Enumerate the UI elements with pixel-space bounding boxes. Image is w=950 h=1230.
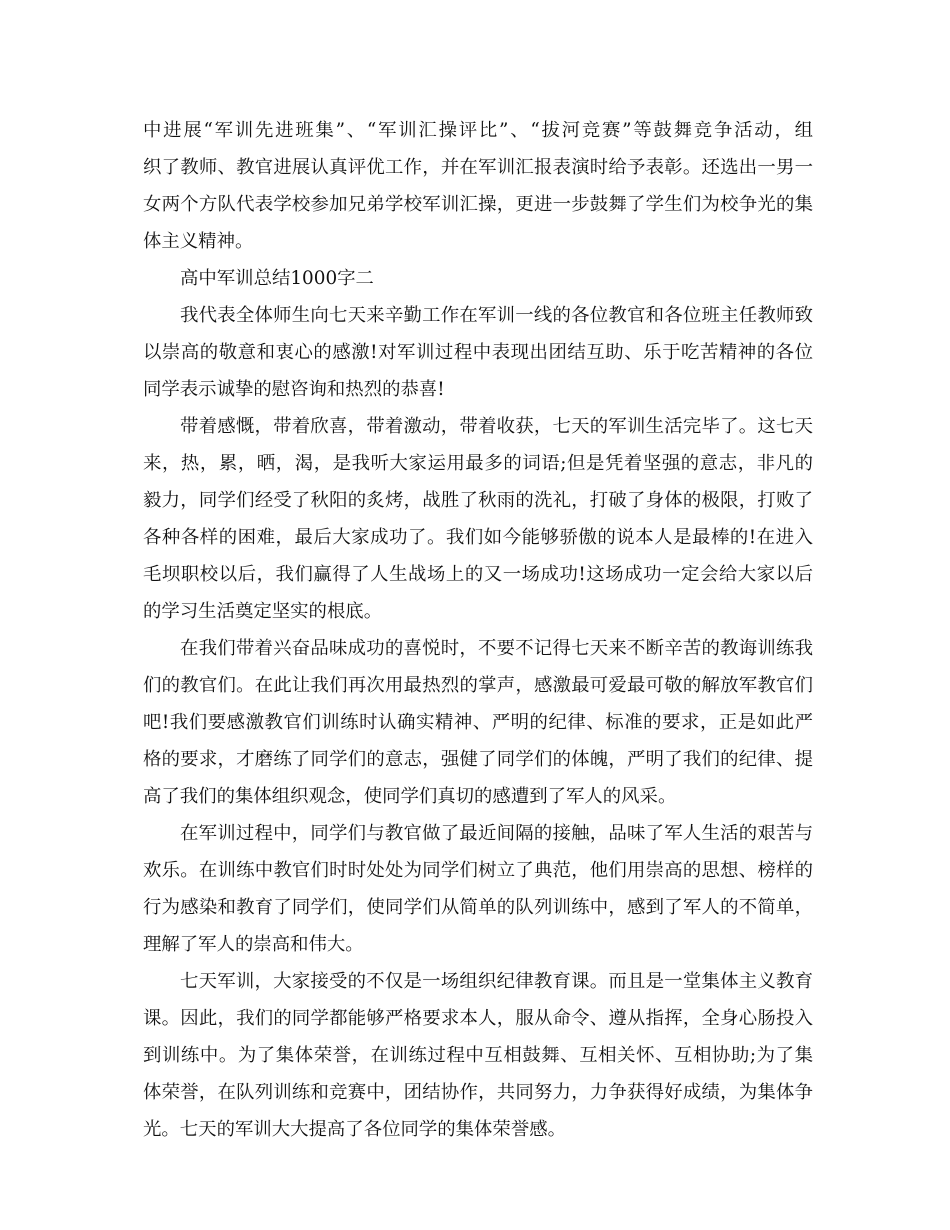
text-line: 光。七天的军训大大提高了各位同学的集体荣誉感。 bbox=[143, 1119, 566, 1140]
text-line: 在我们带着兴奋品味成功的喜悦时，不要不记得七天来不断辛苦的教诲训练我 bbox=[180, 638, 813, 659]
text-line: 们的教官们。在此让我们再次用最热烈的掌声，感激最可爱最可敬的解放军教官们 bbox=[143, 675, 813, 696]
text-line: 织了教师、教官进展认真评优工作，并在军训汇报表演时给予表彰。还选出一男一 bbox=[143, 157, 813, 178]
document-body bbox=[143, 112, 813, 1148]
text-line: 以崇高的敬意和衷心的感激!对军训过程中表现出团结互助、乐于吃苦精神的各位 bbox=[143, 342, 813, 363]
text-line: 理解了军人的崇高和伟大。 bbox=[143, 934, 364, 955]
text-line: 我代表全体师生向七天来辛勤工作在军训一线的各位教官和各位班主任教师致 bbox=[180, 305, 813, 326]
text-line: 的学习生活奠定坚实的根底。 bbox=[143, 601, 383, 622]
paragraph bbox=[143, 630, 813, 815]
text-line: 同学表示诚挚的慰咨询和热烈的恭喜! bbox=[143, 379, 445, 400]
heading-text: 高中军训总结1000字二 bbox=[180, 268, 374, 289]
text-line: 课。因此，我们的同学都能够严格要求本人，服从命令、遵从指挥，全身心肠投入 bbox=[143, 1008, 813, 1029]
text-line: 女两个方队代表学校参加兄弟学校军训汇操，更进一步鼓舞了学生们为校争光的集 bbox=[143, 194, 813, 215]
text-line: 吧!我们要感激教官们训练时认确实精神、严明的纪律、标准的要求，正是如此严 bbox=[143, 712, 813, 733]
paragraph bbox=[143, 408, 813, 630]
paragraph bbox=[143, 963, 813, 1148]
text-line: 毛坝职校以后，我们赢得了人生战场上的又一场成功!这场成功一定会给大家以后 bbox=[143, 564, 813, 585]
paragraph bbox=[143, 815, 813, 963]
text-line: 格的要求，才磨练了同学们的意志，强健了同学们的体魄，严明了我们的纪律、提 bbox=[143, 749, 813, 770]
text-line: 七天军训，大家接受的不仅是一场组织纪律教育课。而且是一堂集体主义教育 bbox=[180, 971, 813, 992]
text-line: 高了我们的集体组织观念，使同学们真切的感遭到了军人的风采。 bbox=[143, 786, 677, 807]
section-heading bbox=[143, 260, 813, 297]
text-line: 体荣誉，在队列训练和竞赛中，团结协作，共同努力，力争获得好成绩，为集体争 bbox=[143, 1082, 813, 1103]
text-line: 到训练中。为了集体荣誉，在训练过程中互相鼓舞、互相关怀、互相协助;为了集 bbox=[143, 1045, 813, 1066]
text-line: 行为感染和教育了同学们，使同学们从简单的队列训练中，感到了军人的不简单， bbox=[143, 897, 813, 918]
text-line: 带着感慨，带着欣喜，带着激动，带着收获，七天的军训生活完毕了。这七天 bbox=[180, 416, 813, 437]
paragraph bbox=[143, 112, 813, 260]
text-line: 来，热，累，晒，渴，是我听大家运用最多的词语;但是凭着坚强的意志，非凡的 bbox=[143, 453, 813, 474]
text-line: 毅力，同学们经受了秋阳的炙烤，战胜了秋雨的洗礼，打破了身体的极限，打败了 bbox=[143, 490, 813, 511]
text-line: 体主义精神。 bbox=[143, 231, 254, 252]
text-line: 欢乐。在训练中教官们时时处处为同学们树立了典范，他们用崇高的思想、榜样的 bbox=[143, 860, 813, 881]
text-line: 在军训过程中，同学们与教官做了最近间隔的接触，品味了军人生活的艰苦与 bbox=[180, 823, 813, 844]
text-line: 中进展“军训先进班集”、“军训汇操评比”、“拔河竞赛”等鼓舞竞争活动，组 bbox=[143, 120, 813, 141]
text-line: 各种各样的困难，最后大家成功了。我们如今能够骄傲的说本人是最棒的!在进入 bbox=[143, 527, 813, 548]
paragraph bbox=[143, 297, 813, 408]
